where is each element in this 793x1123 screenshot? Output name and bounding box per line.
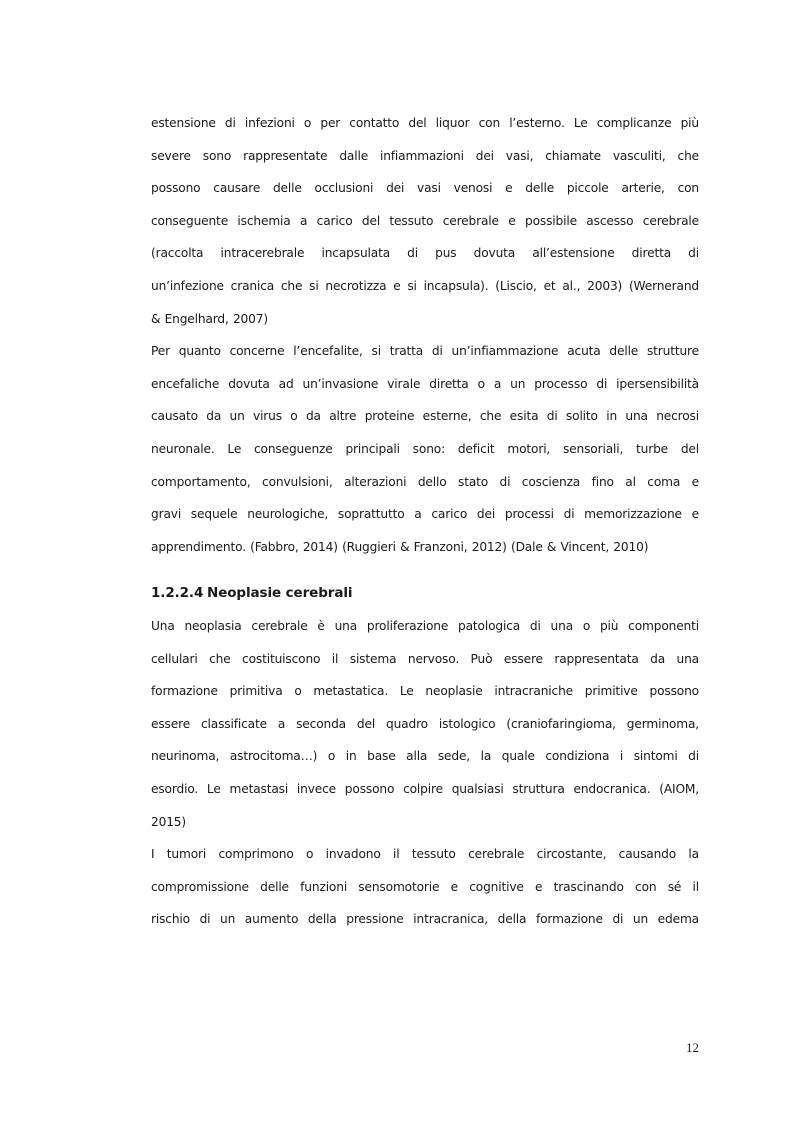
text-line: I tumori comprimono o invadono il tessuto cerebrale circostante, causando la: [151, 847, 699, 862]
body-text-section-1: [151, 113, 699, 569]
text-line: conseguente ischemia a carico del tessuto cerebrale e possibile ascesso cerebrale: [151, 213, 699, 228]
section-title: Neoplasie cerebrali: [207, 585, 353, 601]
text-line: comportamento, convulsioni, alterazioni dello stato di coscienza fino al coma e: [151, 474, 699, 489]
text-line: Una neoplasia cerebrale è una proliferazione patologica di una o più componenti: [151, 619, 699, 633]
text-line: un’infezione cranica che si necrotizza e si incapsula). (Liscio, et al., 2003) (Wernerand: [151, 278, 699, 293]
text-line: 2015): [151, 814, 187, 829]
text-line: cellulari che costituiscono il sistema nervoso. Può essere rappresentata da una: [151, 651, 699, 666]
text-line: encefaliche dovuta ad un’invasione virale diretta o a un processo di ipersensibilità: [151, 376, 699, 391]
text-line: essere classificate a seconda del quadro istologico (craniofaringioma, germinoma,: [151, 716, 699, 731]
text-line: causato da un virus o da altre proteine esterne, che esita di solito in una necrosi: [151, 409, 699, 424]
text-line: severe sono rappresentate dalle infiammazioni dei vasi, chiamate vasculiti, che: [151, 148, 699, 163]
text-line: estensione di infezioni o per contatto del liquor con l’esterno. Le complicanze più: [151, 116, 699, 130]
text-line: gravi sequele neurologiche, soprattutto a carico dei processi di memorizzazione e: [151, 507, 699, 522]
text-line: Per quanto concerne l’encefalite, si tratta di un’infiammazione acuta delle strutture: [151, 344, 699, 359]
text-line: apprendimento. (Fabbro, 2014) (Ruggieri & Franzoni, 2012) (Dale & Vincent, 2010): [151, 539, 649, 554]
text-line: esordio. Le metastasi invece possono colpire qualsiasi struttura endocranica. (AIOM,: [151, 781, 699, 796]
text-line: neuronale. Le conseguenze principali sono: deficit motori, sensoriali, turbe del: [151, 441, 699, 456]
section-number: 1.2.2.4: [151, 585, 204, 601]
text-line: & Engelhard, 2007): [151, 311, 268, 326]
text-line: formazione primitiva o metastatica. Le neoplasie intracraniche primitive possono: [151, 684, 699, 699]
body-text-section-2: [151, 616, 699, 942]
text-line: rischio di un aumento della pressione intracranica, della formazione di un edema: [151, 912, 699, 927]
section-heading: [151, 583, 699, 603]
text-line: compromissione delle funzioni sensomotorie e cognitive e trascinando con sé il: [151, 879, 699, 894]
text-line: neurinoma, astrocitoma…) o in base alla sede, la quale condiziona i sintomi di: [151, 749, 699, 764]
text-line: possono causare delle occlusioni dei vasi venosi e delle piccole arterie, con: [151, 181, 699, 196]
page-number: 12: [686, 1040, 699, 1055]
text-line: (raccolta intracerebrale incapsulata di pus dovuta all’estensione diretta di: [151, 246, 699, 261]
